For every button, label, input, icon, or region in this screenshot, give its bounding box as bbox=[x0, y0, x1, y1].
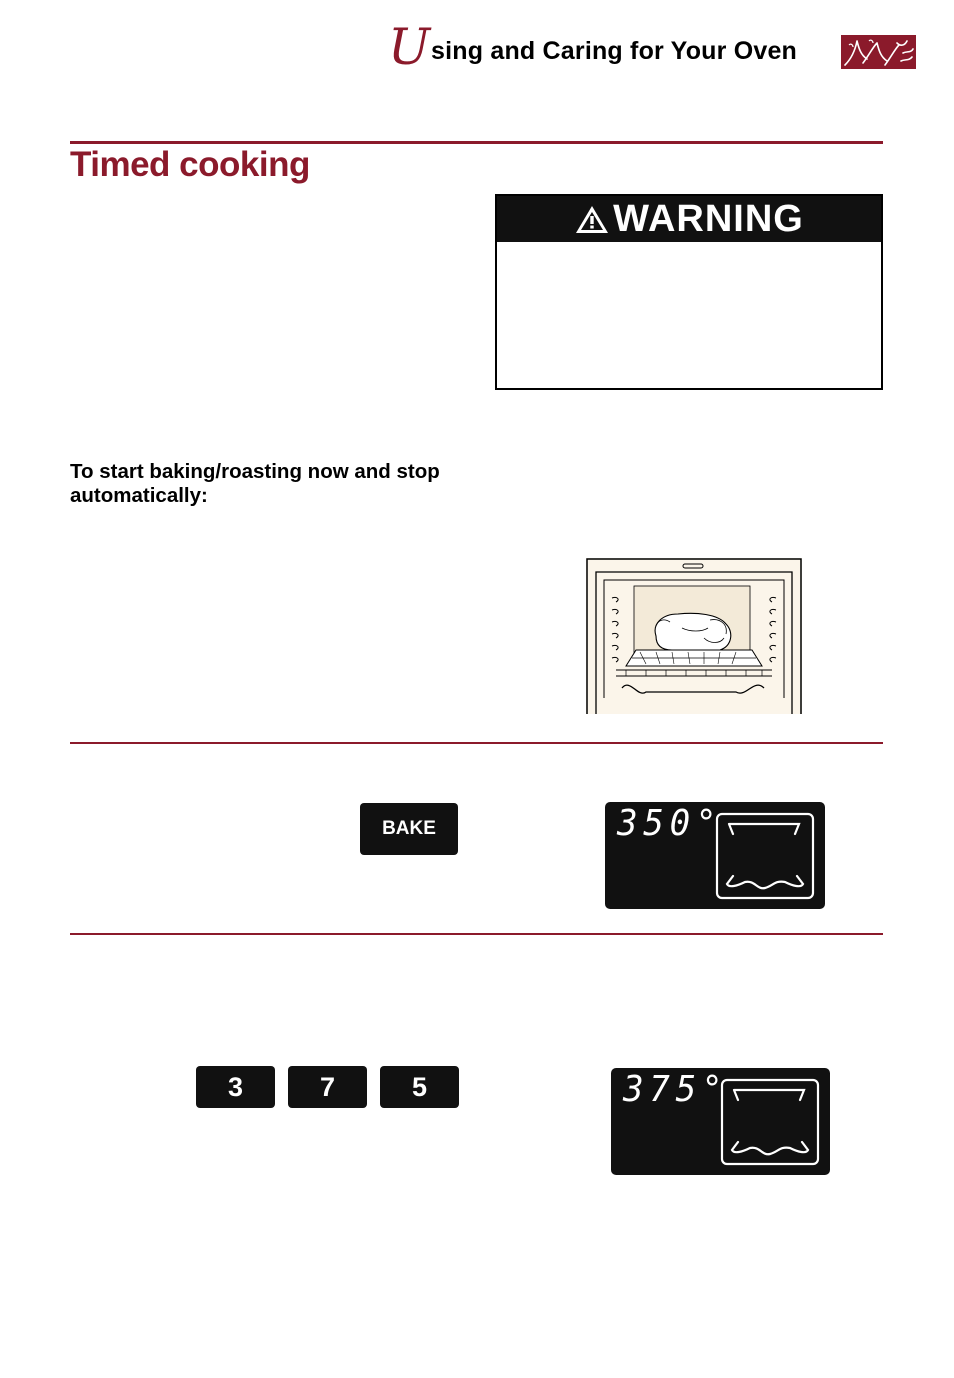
oven-display-350 bbox=[605, 802, 825, 909]
header-title: sing and Caring for Your Oven bbox=[431, 37, 798, 65]
step-divider-2 bbox=[70, 933, 883, 935]
decorative-flourish-logo-icon bbox=[841, 35, 916, 69]
number-key-5[interactable]: 5 bbox=[380, 1066, 459, 1108]
step-divider-1 bbox=[70, 742, 883, 744]
number-key-3[interactable]: 3 bbox=[196, 1066, 275, 1108]
display-temperature: 375° bbox=[623, 1069, 729, 1110]
display-temperature: 350° bbox=[617, 803, 723, 844]
warning-label: WARNING bbox=[613, 198, 804, 240]
oven-cavity-icon bbox=[720, 1078, 820, 1166]
warning-box bbox=[495, 194, 883, 390]
warning-triangle-icon bbox=[574, 204, 610, 235]
bake-button[interactable]: BAKE bbox=[360, 803, 458, 855]
oven-cavity-icon bbox=[715, 812, 815, 900]
header-initial-letter: U bbox=[388, 18, 431, 76]
title-rule bbox=[70, 141, 883, 144]
warning-header bbox=[497, 196, 881, 242]
number-key-7[interactable]: 7 bbox=[288, 1066, 367, 1108]
section-title: Timed cooking bbox=[70, 145, 310, 184]
steps-subheading: To start baking/roasting now and stop automatically: bbox=[70, 460, 440, 507]
oven-roast-illustration bbox=[586, 558, 802, 714]
oven-display-375 bbox=[611, 1068, 830, 1175]
